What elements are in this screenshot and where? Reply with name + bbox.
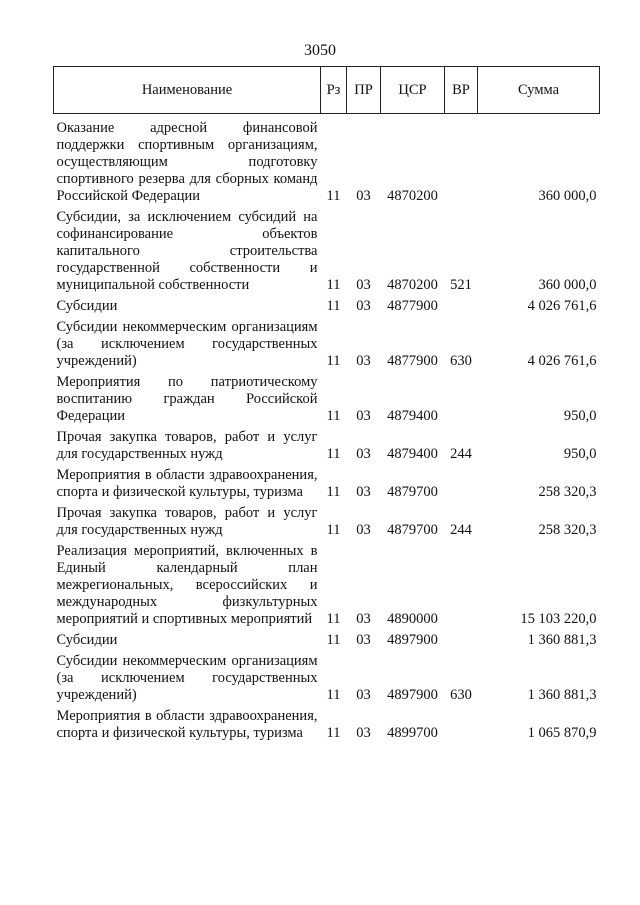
row-rz: 11 (326, 522, 341, 538)
row-csr: 4899700 (387, 725, 438, 741)
row-vr: 630 (450, 353, 472, 369)
row-sum: 360 000,0 (538, 188, 597, 204)
row-vr: 244 (450, 446, 472, 462)
row-vr: 244 (450, 522, 472, 538)
row-pr: 03 (356, 687, 371, 703)
row-rz: 11 (326, 298, 341, 314)
budget-table (53, 66, 600, 746)
row-vr (445, 298, 478, 319)
row-sum: 950,0 (563, 446, 597, 462)
row-sum: 1 065 870,9 (527, 725, 597, 741)
row-pr: 03 (356, 632, 371, 648)
row-pr: 03 (356, 484, 371, 500)
row-name: Прочая закупка товаров, работ и услуг для государственных нужд (56, 505, 318, 538)
row-sum: 360 000,0 (538, 277, 597, 293)
row-vr: 521 (450, 277, 472, 293)
row-rz: 11 (326, 725, 341, 741)
table-row (54, 653, 600, 708)
table-row (54, 319, 600, 374)
table-row (54, 209, 600, 298)
table-row (54, 708, 600, 746)
table-row (54, 114, 600, 210)
row-vr (445, 467, 478, 505)
table-row (54, 543, 600, 632)
row-pr: 03 (356, 522, 371, 538)
row-name: Субсидии некоммерческим организациям (за исключением государственных учреждений) (56, 653, 318, 703)
row-name: Субсидии некоммерческим организациям (за исключением государственных учреждений) (56, 319, 318, 369)
row-name: Субсидии (56, 298, 118, 314)
row-rz: 11 (326, 188, 341, 204)
table-row (54, 632, 600, 653)
row-sum: 4 026 761,6 (527, 298, 597, 314)
table-row (54, 298, 600, 319)
table-row (54, 467, 600, 505)
row-pr: 03 (356, 277, 371, 293)
table-header-row (54, 67, 600, 114)
row-csr: 4870200 (387, 277, 438, 293)
row-vr (445, 543, 478, 632)
row-pr: 03 (356, 298, 371, 314)
row-name: Мероприятия в области здравоохранения, спорта и физической культуры, туризма (56, 467, 318, 500)
row-csr: 4897900 (387, 687, 438, 703)
row-csr: 4879400 (387, 446, 438, 462)
row-sum: 15 103 220,0 (520, 611, 597, 627)
header-name: Наименование (54, 67, 321, 114)
row-name: Оказание адресной финансовой поддержки спортивным организациям, осуществляющим подготовку спортивного резерва для сборных команд Российской Федерации (56, 120, 318, 204)
row-vr: 630 (450, 687, 472, 703)
row-csr: 4879400 (387, 408, 438, 424)
row-rz: 11 (326, 484, 341, 500)
row-vr (445, 632, 478, 653)
row-name: Субсидии, за исключением субсидий на софинансирование объектов капитального строительства государственной собственности и муниципальной собственности (56, 209, 318, 293)
row-pr: 03 (356, 408, 371, 424)
row-csr: 4877900 (387, 298, 438, 314)
table-row (54, 374, 600, 429)
header-pr: ПР (347, 67, 381, 114)
row-rz: 11 (326, 632, 341, 648)
header-vr: ВР (445, 67, 478, 114)
row-vr (445, 114, 478, 210)
row-vr (445, 374, 478, 429)
row-rz: 11 (326, 446, 341, 462)
table-row (54, 429, 600, 467)
row-rz: 11 (326, 611, 341, 627)
row-csr: 4877900 (387, 353, 438, 369)
row-vr (445, 708, 478, 746)
row-csr: 4879700 (387, 522, 438, 538)
row-sum: 1 360 881,3 (527, 687, 597, 703)
row-csr: 4870200 (387, 188, 438, 204)
table-row (54, 505, 600, 543)
row-name: Субсидии (56, 632, 118, 648)
row-name: Мероприятия по патриотическому воспитанию граждан Российской Федерации (56, 374, 318, 424)
row-csr: 4890000 (387, 611, 438, 627)
row-sum: 258 320,3 (538, 484, 597, 500)
row-sum: 4 026 761,6 (527, 353, 597, 369)
row-pr: 03 (356, 353, 371, 369)
row-name: Мероприятия в области здравоохранения, спорта и физической культуры, туризма (56, 708, 318, 741)
row-pr: 03 (356, 188, 371, 204)
header-sum: Сумма (478, 67, 600, 114)
row-csr: 4879700 (387, 484, 438, 500)
row-pr: 03 (356, 446, 371, 462)
page-number: 3050 (304, 42, 336, 59)
row-rz: 11 (326, 408, 341, 424)
row-sum: 950,0 (563, 408, 597, 424)
row-sum: 258 320,3 (538, 522, 597, 538)
row-pr: 03 (356, 725, 371, 741)
row-name: Прочая закупка товаров, работ и услуг для государственных нужд (56, 429, 318, 462)
row-rz: 11 (326, 277, 341, 293)
header-rz: Рз (321, 67, 347, 114)
row-rz: 11 (326, 353, 341, 369)
row-pr: 03 (356, 611, 371, 627)
row-sum: 1 360 881,3 (527, 632, 597, 648)
row-name: Реализация мероприятий, включенных в Единый календарный план межрегиональных, всероссийских и международных физкультурных мероприятий и спортивных мероприятий (56, 543, 318, 627)
header-csr: ЦСР (381, 67, 445, 114)
row-rz: 11 (326, 687, 341, 703)
row-csr: 4897900 (387, 632, 438, 648)
